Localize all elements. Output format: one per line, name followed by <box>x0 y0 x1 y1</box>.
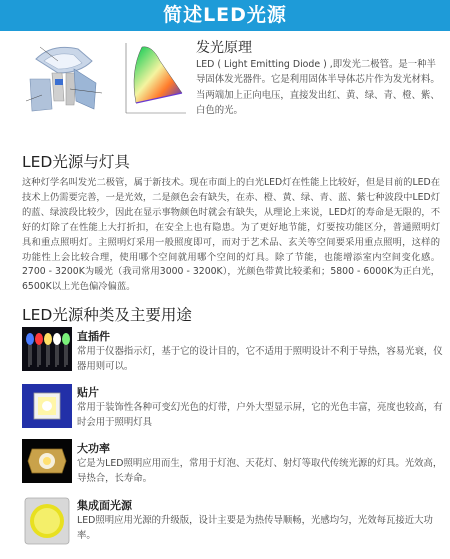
section-led-and-fixtures-heading: LED光源与灯具 <box>22 153 130 171</box>
principle-heading: 发光原理 <box>196 40 252 56</box>
smd-led-image <box>22 384 72 428</box>
page-title: 简述LED光源 <box>163 4 287 26</box>
item-high-power-desc: 它是为LED照明应用而生，常用于灯泡、天花灯、射灯等取代传统光源的灯具。光效高，导热合，长寿命。 <box>77 458 443 484</box>
principle-text: LED ( Light Emitting Diode ) ,即发光二极管。是一种半导固体发光器件。它是利用固体半导体芯片作为发光材料。当两端加上正向电压，直接发出红、黄、绿、青、橙、紫、白色的光。 <box>196 59 440 116</box>
item-cob-title: 集成面光源 <box>77 499 132 512</box>
high-power-led-image <box>22 439 72 483</box>
item-dip-title: 直插件 <box>77 330 110 343</box>
led-structure-diagram <box>22 39 112 119</box>
page-header <box>0 0 450 31</box>
section-led-types-heading: LED光源种类及主要用途 <box>22 306 192 324</box>
item-high-power-title: 大功率 <box>77 442 110 455</box>
cie-chromaticity-diagram <box>122 41 188 115</box>
item-cob-desc: LED照明应用光源的升级版，设计主要是为热传导顺畅，光感均匀，光效每瓦接近大功率。 <box>77 515 433 541</box>
dip-led-image <box>22 327 72 371</box>
section-led-and-fixtures-text: 这种灯学名叫发光二极管，属于新技术。现在市面上的白光LED灯在性能上比较好，但是目前的LED在技术上仍需要完善，一是光效，二是颜色会有缺失，在赤、橙、黄、绿、青、蓝、紫七种波段中LED灯的蓝、绿波段比较少，因此在显示事物颜色时就会有缺失，从理论上来说，LED灯的寿命是无限的，不好的灯除了在性能上大打折扣，在安全上也有隐患。为了更好地节能，灯要按功能区分，普通照明灯具和重点照明灯。主照明灯采用一般照度即可，而对于艺术品、玄关等空间要采用重点照明，这样的功能性上会比较合理，使用哪个空间就用哪个空间的灯具。除了节能，也能增添室内空间变化感。2700 - 3200K为暖光（我司常用3000 - 3200K），光颜色带黄比较柔和；5800 - 6000K为正白光，6500K以上光色偏冷偏蓝。 <box>22 177 440 293</box>
cob-led-image <box>22 494 72 548</box>
item-smd-title: 贴片 <box>77 386 99 399</box>
item-dip-desc: 常用于仪器指示灯，基于它的设计目的，它不适用于照明设计不利于导热，容易光衰，仪器用则可以。 <box>77 346 443 372</box>
item-smd-desc: 常用于装饰性各种可变幻光色的灯带，户外大型显示屏，它的光色丰富，亮度也较高，有时会用于照明灯具 <box>77 402 443 428</box>
